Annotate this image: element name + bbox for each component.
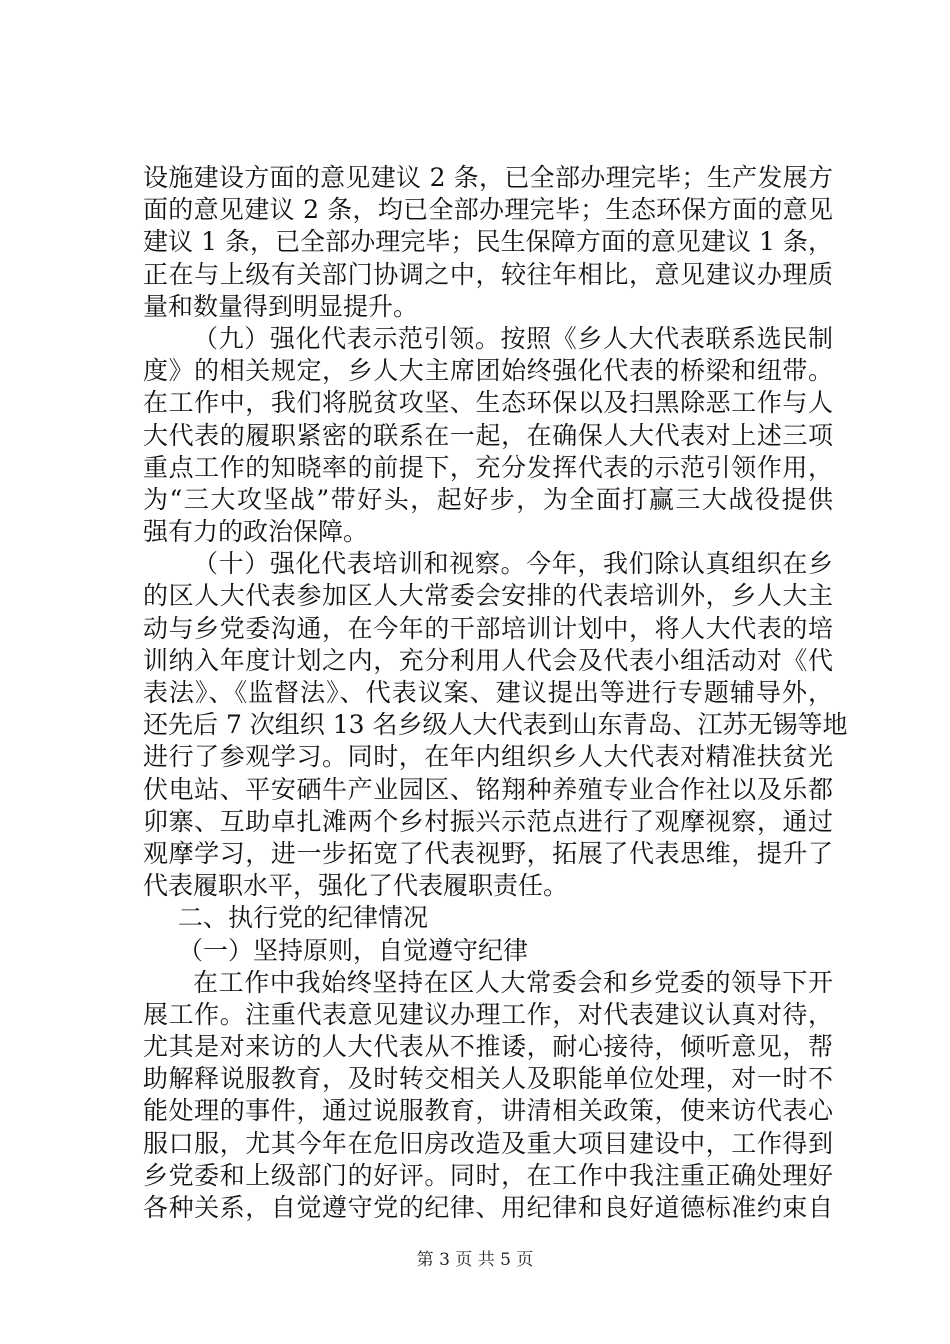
text-line: 重点工作的知晓率的前提下，充分发挥代表的示范引领作用， [143, 452, 833, 482]
text-line: 能处理的事件，通过说服教育，讲清相关政策，使来访代表心 [143, 1096, 833, 1126]
paragraph-heading-10: （十）强化代表培训和视察。今年，我们除认真组织在乡 [193, 549, 833, 579]
text-line: 服口服，尤其今年在危旧房改造及重大项目建设中，工作得到 [143, 1128, 833, 1158]
text-line: 各种关系，自觉遵守党的纪律、用纪律和良好道德标准约束自 [143, 1193, 833, 1222]
text-line: 在工作中，我们将脱贫攻坚、生态环保以及扫黑除恶工作与人 [143, 388, 833, 418]
text-line: 动与乡党委沟通，在今年的干部培训计划中，将人大代表的培 [143, 613, 833, 643]
text-line: 的区人大代表参加区人大常委会安排的代表培训外，乡人大主 [143, 581, 833, 611]
text-line: 代表履职水平，强化了代表履职责任。 [143, 871, 569, 901]
text-line: 乡党委和上级部门的好评。同时，在工作中我注重正确处理好 [143, 1160, 833, 1190]
text-line: 量和数量得到明显提升。 [143, 291, 419, 321]
text-line: 展工作。注重代表意见建议办理工作，对代表建议认真对待， [143, 999, 833, 1029]
text-line: 度》的相关规定，乡人大主席团始终强化代表的桥梁和纽带。 [143, 356, 833, 386]
text-line: 进行了参观学习。同时，在年内组织乡人大代表对精准扶贫光 [143, 742, 833, 772]
text-line: 训纳入年度计划之内，充分利用人代会及代表小组活动对《代 [143, 645, 833, 675]
text-line: 面的意见建议 2 条，均已全部办理完毕；生态环保方面的意见 [143, 195, 833, 225]
text-line: 伏电站、平安硒牛产业园区、铭翔种养殖专业合作社以及乐都 [143, 774, 833, 804]
section-heading: 二、执行党的纪律情况 [178, 903, 429, 933]
text-line: 强有力的政治保障。 [143, 517, 369, 547]
text-line: 卯寨、互助卓扎滩两个乡村振兴示范点进行了观摩视察，通过 [143, 806, 833, 836]
text-line: 为“三大攻坚战”带好头，起好步，为全面打赢三大战役提供 [143, 484, 833, 514]
paragraph-heading-9: （九）强化代表示范引领。按照《乡人大代表联系选民制 [193, 323, 833, 353]
subsection-heading: （一）坚持原则，自觉遵守纪律 [178, 935, 529, 965]
text-line: 在工作中我始终坚持在区人大常委会和乡党委的领导下开 [193, 967, 833, 997]
document-body [143, 162, 848, 1224]
text-line: 还先后 7 次组织 13 名乡级人大代表到山东青岛、江苏无锡等地 [143, 710, 848, 740]
text-line: 尤其是对来访的人大代表从不推诿，耐心接待，倾听意见，帮 [143, 1032, 833, 1062]
text-line: 观摩学习，进一步拓宽了代表视野，拓展了代表思维，提升了 [143, 838, 833, 868]
text-line: 建议 1 条，已全部办理完毕；民生保障方面的意见建议 1 条， [143, 227, 833, 257]
text-line: 表法》、《监督法》、代表议案、建议提出等进行专题辅导外， [143, 678, 833, 707]
page-number-footer: 第 3 页 共 5 页 [416, 1250, 534, 1270]
text-line: 助解释说服教育，及时转交相关人及职能单位处理，对一时不 [143, 1064, 833, 1094]
text-line: 大代表的履职紧密的联系在一起，在确保人大代表对上述三项 [143, 420, 833, 450]
text-line: 正在与上级有关部门协调之中，较往年相比，意见建议办理质 [143, 259, 833, 289]
text-line: 设施建设方面的意见建议 2 条，已全部办理完毕；生产发展方 [143, 163, 833, 192]
